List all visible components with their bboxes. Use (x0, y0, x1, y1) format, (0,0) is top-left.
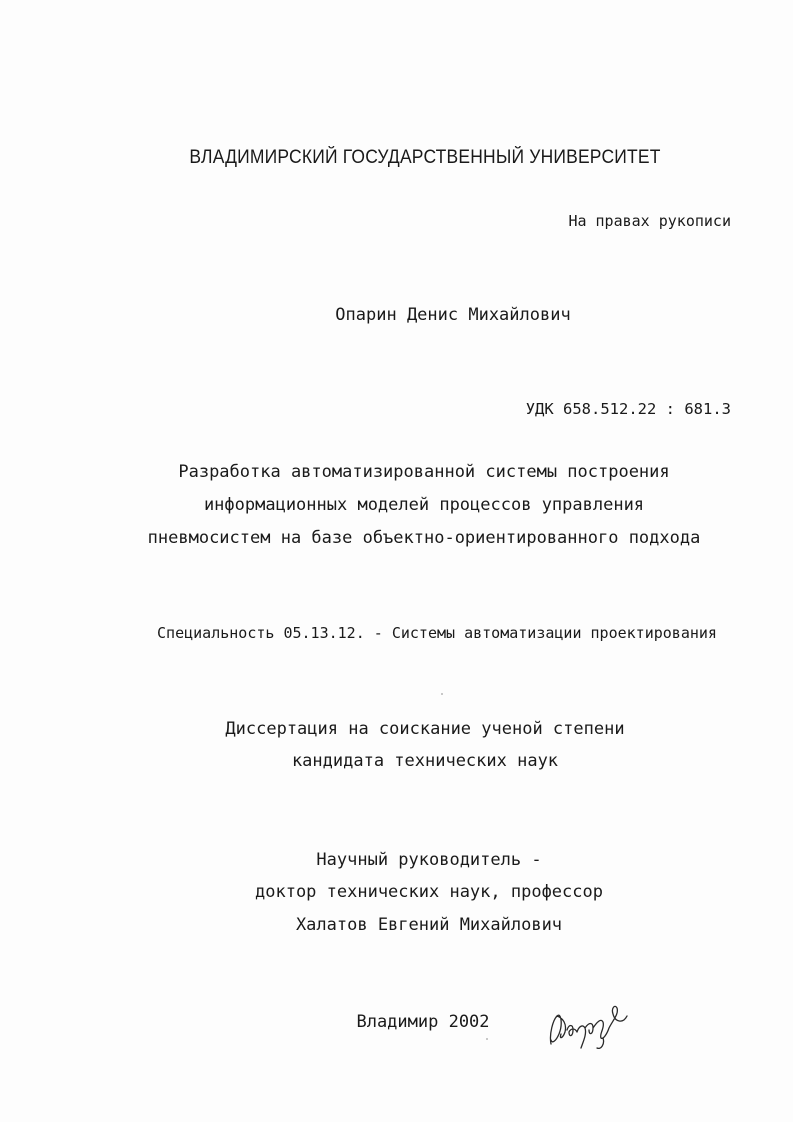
scan-speck (441, 693, 443, 695)
udk-code: УДК 658.512.22 : 681.3 (525, 400, 731, 418)
dissertation-line-2: кандидата технических наук (291, 751, 559, 771)
signature-icon (543, 994, 633, 1054)
supervisor-line-1: Научный руководитель - (316, 850, 542, 870)
university-name: ВЛАДИМИРСКИЙ ГОСУДАРСТВЕННЫЙ УНИВЕРСИТЕТ (189, 147, 661, 168)
thesis-title-line-1: Разработка автоматизированной системы построения (178, 462, 670, 482)
supervisor-line-3: Халатов Евгений Михайлович (295, 915, 563, 935)
thesis-title-line-2: информационных моделей процессов управления (203, 495, 645, 515)
thesis-title-line-3: пневмосистем на базе объектно-ориентированного подхода (147, 528, 701, 548)
supervisor-line-2: доктор технических наук, профессор (255, 882, 603, 902)
specialty-line: Специальность 05.13.12. - Системы автоматизации проектирования (157, 624, 717, 642)
scan-speck (486, 1038, 488, 1040)
author-name: Опарин Денис Михайлович (335, 305, 571, 325)
dissertation-line-1: Диссертация на соискание ученой степени (225, 719, 625, 739)
city-year: Владимир 2002 (356, 1012, 490, 1032)
rights-note: На правах рукописи (568, 212, 731, 230)
